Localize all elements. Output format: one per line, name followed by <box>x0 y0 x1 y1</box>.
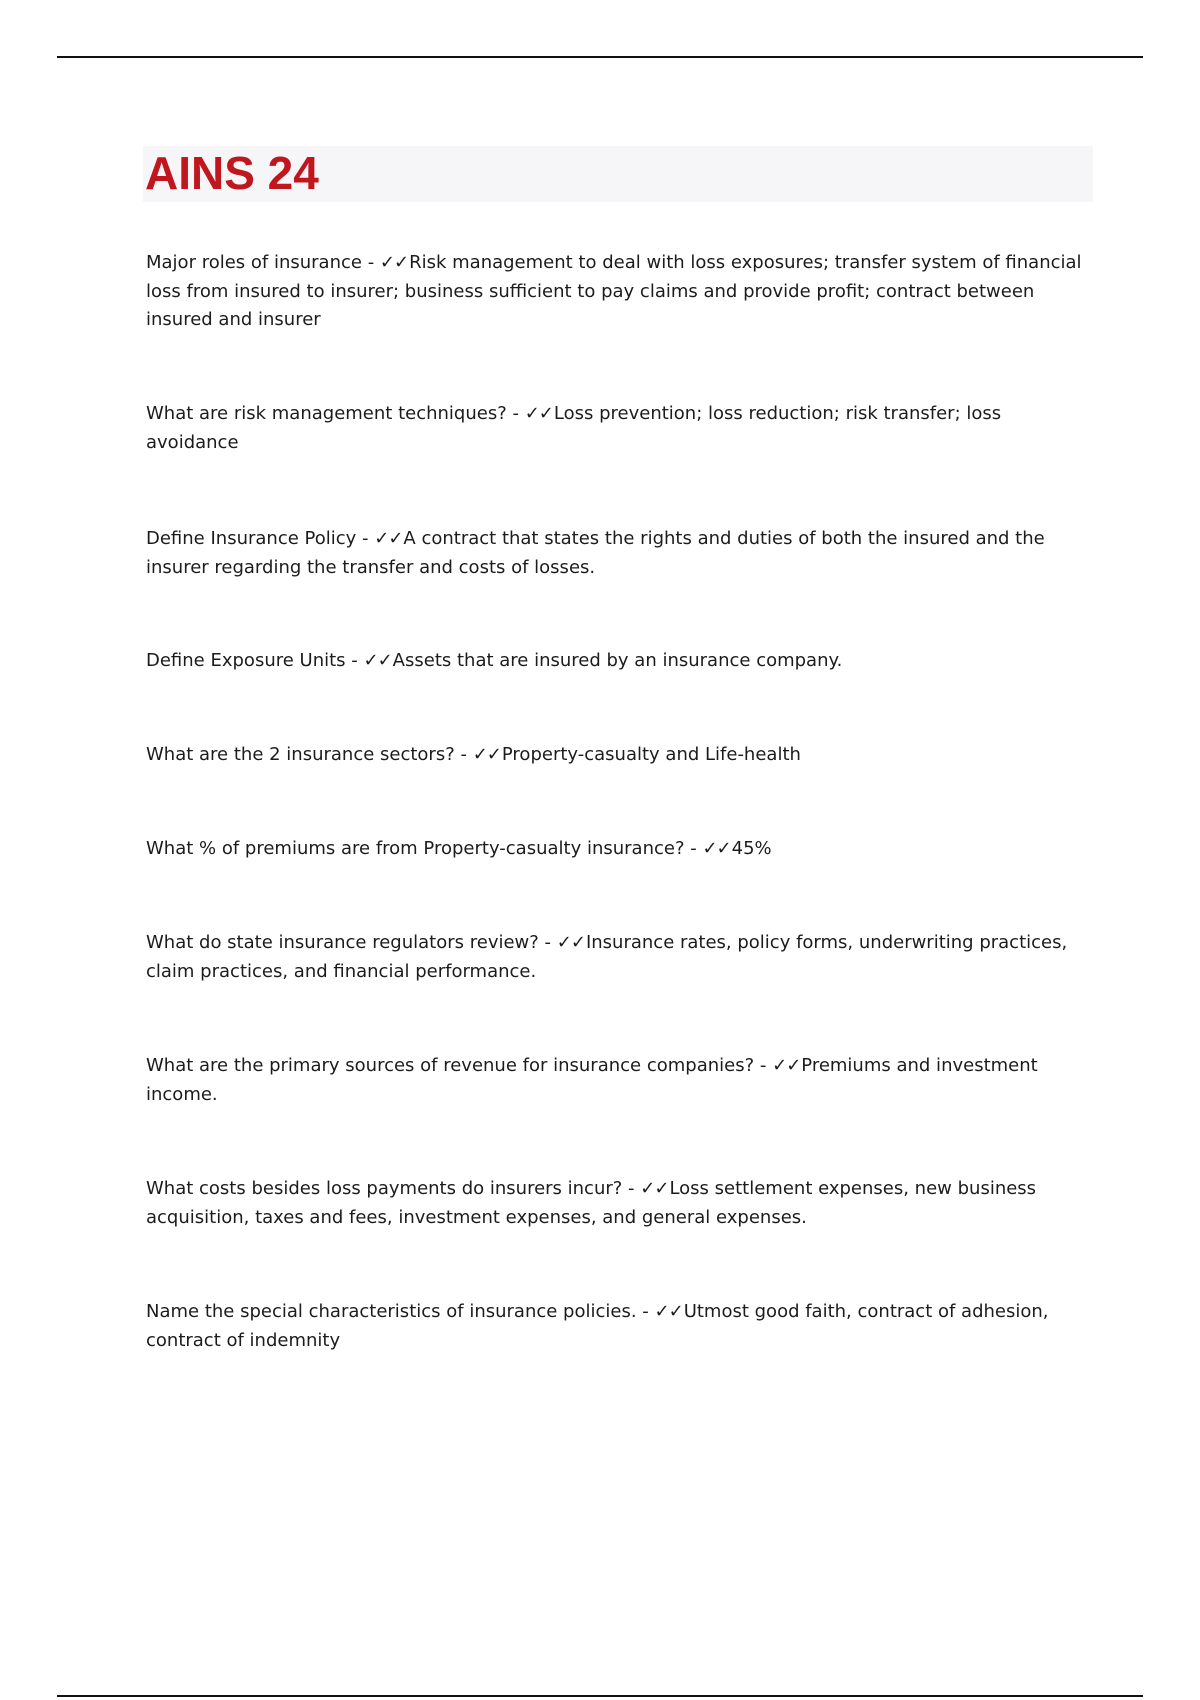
double-check-icon: ✓✓ <box>640 1178 669 1199</box>
question-text: What are the primary sources of revenue for insurance companies? <box>146 1055 755 1076</box>
question-text: What are risk management techniques? <box>146 403 507 424</box>
question-text: What costs besides loss payments do insurers incur? <box>146 1178 623 1199</box>
double-check-icon: ✓✓ <box>702 838 731 859</box>
separator: - <box>506 403 525 424</box>
double-check-icon: ✓✓ <box>654 1301 683 1322</box>
qa-item <box>146 249 1091 335</box>
qa-item <box>146 1175 1091 1232</box>
qa-item <box>146 835 1091 864</box>
qa-item <box>146 525 1091 582</box>
answer-text: Utmost good faith, contract of adhesion, contract of indemnity <box>146 1301 1049 1351</box>
separator: - <box>636 1301 655 1322</box>
qa-item <box>146 929 1091 986</box>
question-text: Define Insurance Policy <box>146 528 357 549</box>
double-check-icon: ✓✓ <box>363 650 392 671</box>
separator: - <box>754 1055 773 1076</box>
document-title: AINS 24 <box>145 147 319 199</box>
answer-text: A contract that states the rights and duties of both the insured and the insurer regarding the transfer and costs of losses. <box>146 528 1045 578</box>
qa-item <box>146 741 1091 770</box>
question-text: What are the 2 insurance sectors? <box>146 744 455 765</box>
answer-text: Assets that are insured by an insurance company. <box>392 650 843 671</box>
question-text: What % of premiums are from Property-casualty insurance? <box>146 838 685 859</box>
qa-item <box>146 400 1091 457</box>
double-check-icon: ✓✓ <box>556 932 585 953</box>
question-text: Define Exposure Units <box>146 650 346 671</box>
separator: - <box>345 650 364 671</box>
question-text: What do state insurance regulators review? <box>146 932 539 953</box>
qa-item <box>146 1298 1091 1355</box>
separator: - <box>361 252 380 273</box>
answer-text: Loss settlement expenses, new business acquisition, taxes and fees, investment expenses, and general expenses. <box>146 1178 1037 1228</box>
bottom-rule <box>57 1695 1143 1697</box>
qa-item <box>146 1052 1091 1109</box>
question-text: Name the special characteristics of insurance policies. <box>146 1301 637 1322</box>
top-rule <box>57 56 1143 58</box>
answer-text: Premiums and investment income. <box>146 1055 1038 1105</box>
double-check-icon: ✓✓ <box>524 403 553 424</box>
separator: - <box>622 1178 641 1199</box>
answer-text: 45% <box>731 838 772 859</box>
double-check-icon: ✓✓ <box>772 1055 801 1076</box>
double-check-icon: ✓✓ <box>379 252 409 273</box>
answer-text: Insurance rates, policy forms, underwriting practices, claim practices, and financial performance. <box>146 932 1068 982</box>
answer-text: Loss prevention; loss reduction; risk transfer; loss avoidance <box>146 403 1002 453</box>
separator: - <box>454 744 473 765</box>
question-text: Major roles of insurance <box>146 252 362 273</box>
answer-text: Risk management to deal with loss exposures; transfer system of financial loss from insured to insurer; business sufficient to pay claims and provide profit; contract between insured and insurer <box>146 252 1082 330</box>
separator: - <box>356 528 375 549</box>
double-check-icon: ✓✓ <box>472 744 501 765</box>
separator: - <box>538 932 557 953</box>
separator: - <box>684 838 703 859</box>
answer-text: Property-casualty and Life-health <box>501 744 801 765</box>
double-check-icon: ✓✓ <box>374 528 403 549</box>
qa-item <box>146 647 1091 676</box>
